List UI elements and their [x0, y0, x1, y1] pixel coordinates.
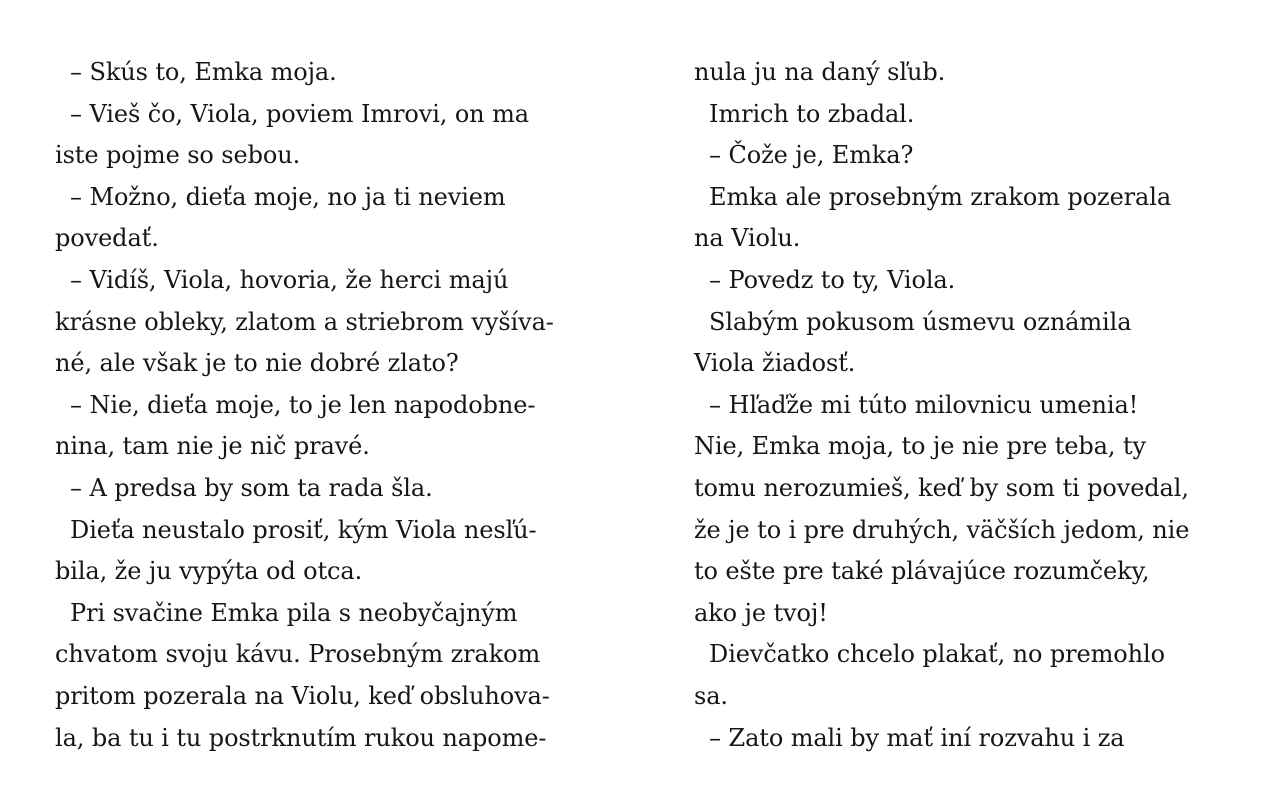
text-line: – Skús to, Emka moja.: [55, 58, 337, 86]
text-line: – Nie, dieťa moje, to je len napodobne-: [55, 390, 536, 419]
text-line: Viola žiadosť.: [694, 349, 856, 378]
text-line: Imrich to zbadal.: [694, 99, 915, 128]
text-line: na Violu.: [694, 224, 801, 253]
text-line: – Vidíš, Viola, hovoria, že herci majú: [55, 265, 509, 294]
text-line: Nie, Emka moja, to je nie pre teba, ty: [694, 432, 1146, 461]
text-line: krásne obleky, zlatom a striebrom vyšíva-: [55, 307, 554, 336]
text-line: – Vieš čo, Viola, poviem Imrovi, on ma: [55, 99, 529, 128]
text-line: né, ale však je to nie dobré zlato?: [55, 349, 459, 378]
text-line: Pri svačine Emka pila s neobyčajným: [55, 598, 518, 627]
text-line: Emka ale prosebným zrakom pozerala: [694, 182, 1172, 211]
text-line: nina, tam nie je nič pravé.: [55, 432, 370, 461]
text-line: – Čože je, Emka?: [694, 141, 914, 170]
text-line: pritom pozerala na Violu, keď obsluhova-: [55, 681, 550, 710]
text-line: la, ba tu i tu postrknutím rukou napome-: [55, 723, 547, 752]
text-line: Slabým pokusom úsmevu oznámila: [694, 307, 1132, 336]
left-page-text: [55, 52, 615, 759]
text-line: chvatom svoju kávu. Prosebným zrakom: [55, 640, 541, 669]
text-line: sa.: [694, 681, 728, 710]
text-line: – Zato mali by mať iní rozvahu i za: [694, 723, 1125, 752]
right-page-text: [694, 52, 1254, 759]
text-line: tomu nerozumieš, keď by som ti povedal,: [694, 473, 1189, 502]
text-line: iste pojme so sebou.: [55, 141, 301, 170]
text-line: – A predsa by som ta rada šla.: [55, 473, 433, 502]
text-line: ako je tvoj!: [694, 598, 828, 627]
text-line: to ešte pre také plávajúce rozumčeky,: [694, 557, 1150, 586]
text-line: – Možno, dieťa moje, no ja ti neviem: [55, 182, 506, 211]
text-line: – Hľaďže mi túto milovnicu umenia!: [694, 390, 1139, 419]
text-line: bila, že ju vypýta od otca.: [55, 557, 363, 586]
text-line: Dieťa neustalo prosiť, kým Viola nesľú-: [55, 515, 537, 544]
text-line: povedať.: [55, 224, 159, 253]
text-line: nula ju na daný sľub.: [694, 58, 946, 86]
text-line: Dievčatko chcelo plakať, no premohlo: [694, 640, 1165, 669]
text-line: že je to i pre druhých, väčších jedom, nie: [694, 515, 1190, 544]
text-line: – Povedz to ty, Viola.: [694, 265, 956, 294]
